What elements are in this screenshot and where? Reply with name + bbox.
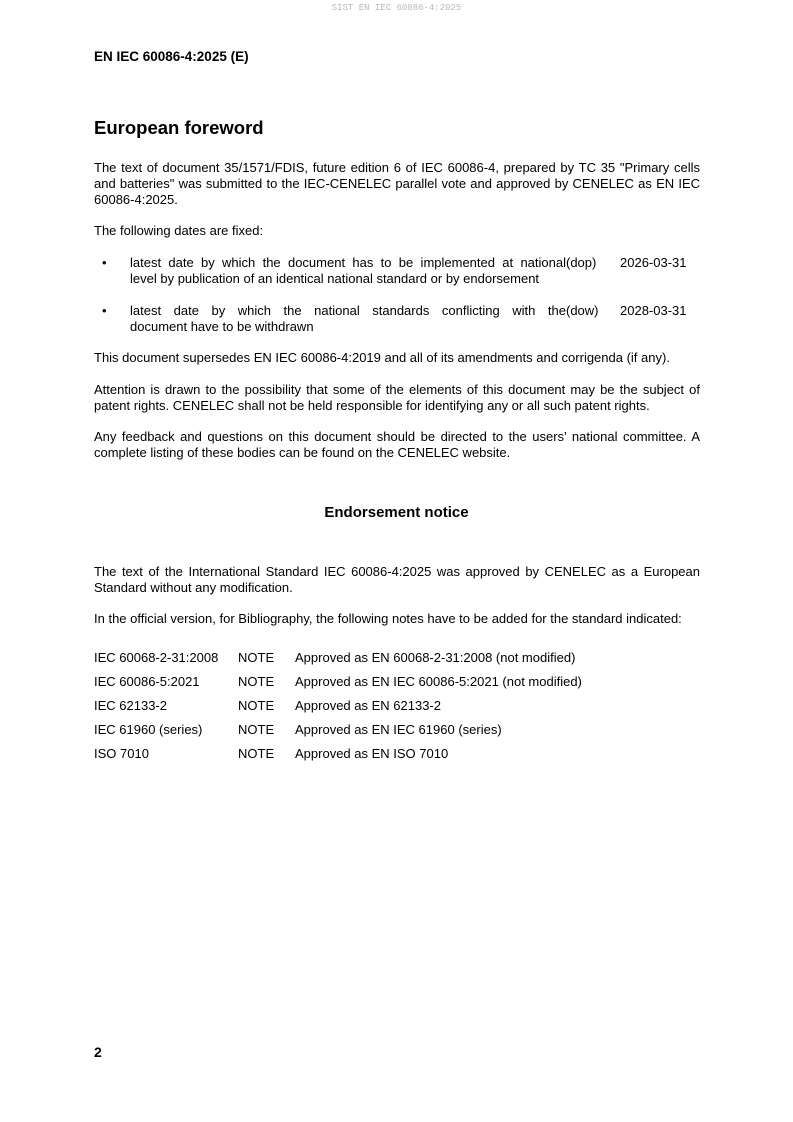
date-value: 2026-03-31 bbox=[620, 255, 687, 270]
note-text: Approved as EN 62133-2 bbox=[295, 698, 441, 713]
page-number: 2 bbox=[94, 1044, 102, 1060]
date-description-cont: document have to be withdrawn bbox=[130, 319, 314, 334]
foreword-title: European foreword bbox=[94, 117, 264, 138]
note-label: NOTE bbox=[238, 722, 275, 737]
note-row bbox=[94, 650, 695, 666]
note-row bbox=[94, 722, 695, 738]
date-item-dop bbox=[94, 255, 700, 287]
note-row bbox=[94, 698, 695, 714]
note-row bbox=[94, 674, 695, 690]
feedback-paragraph: Any feedback and questions on this document should be directed to the users’ national committee. A complete listing of these bodies can be found on the CENELEC website. bbox=[94, 429, 700, 460]
note-label: NOTE bbox=[238, 674, 275, 689]
date-value: 2028-03-31 bbox=[620, 303, 687, 318]
dates-intro: The following dates are fixed: bbox=[94, 223, 264, 238]
endorsement-title: Endorsement notice bbox=[324, 504, 469, 521]
foreword-paragraph: The text of document 35/1571/FDIS, future edition 6 of IEC 60086-4, prepared by TC 35 "Primary cells and batteries" was submitted to the IEC-CENELEC parallel vote and approved by CENELEC as EN IEC 60086-4:2025. bbox=[94, 160, 700, 207]
standard-ref: IEC 60068-2-31:2008 bbox=[94, 650, 219, 665]
note-row bbox=[94, 746, 695, 762]
date-code: (dop) bbox=[566, 255, 597, 270]
bullet: • bbox=[102, 255, 107, 270]
note-label: NOTE bbox=[238, 746, 275, 761]
standard-ref: IEC 61960 (series) bbox=[94, 722, 203, 737]
note-text: Approved as EN IEC 60086-5:2021 (not modified) bbox=[295, 674, 582, 689]
note-label: NOTE bbox=[238, 650, 275, 665]
document-header: EN IEC 60086-4:2025 (E) bbox=[94, 49, 249, 64]
watermark: SIST EN IEC 60086-4:2025 bbox=[331, 3, 462, 13]
standard-ref: IEC 60086-5:2021 bbox=[94, 674, 200, 689]
date-code: (dow) bbox=[566, 303, 599, 318]
note-text: Approved as EN 60068-2-31:2008 (not modified) bbox=[295, 650, 576, 665]
bibliography-intro: In the official version, for Bibliography, the following notes have to be added for the standard indicated: bbox=[94, 611, 682, 626]
bullet: • bbox=[102, 303, 107, 318]
standard-ref: ISO 7010 bbox=[94, 746, 149, 761]
note-text: Approved as EN ISO 7010 bbox=[295, 746, 449, 761]
supersedes-paragraph: This document supersedes EN IEC 60086-4:2019 and all of its amendments and corrigenda (if any). bbox=[94, 350, 670, 365]
date-description-cont: level by publication of an identical national standard or by endorsement bbox=[130, 271, 540, 286]
endorsement-paragraph: The text of the International Standard IEC 60086-4:2025 was approved by CENELEC as a European Standard without any modification. bbox=[94, 564, 700, 595]
date-description: latest date by which the document has to be implemented at national bbox=[130, 255, 566, 270]
note-text: Approved as EN IEC 61960 (series) bbox=[295, 722, 502, 737]
patent-paragraph: Attention is drawn to the possibility that some of the elements of this document may be the subject of patent rights. CENELEC shall not be held responsible for identifying any or all such patent rights. bbox=[94, 382, 700, 413]
note-label: NOTE bbox=[238, 698, 275, 713]
date-description: latest date by which the national standards conflicting with the bbox=[130, 303, 566, 318]
date-item-dow bbox=[94, 303, 700, 335]
standard-ref: IEC 62133-2 bbox=[94, 698, 167, 713]
